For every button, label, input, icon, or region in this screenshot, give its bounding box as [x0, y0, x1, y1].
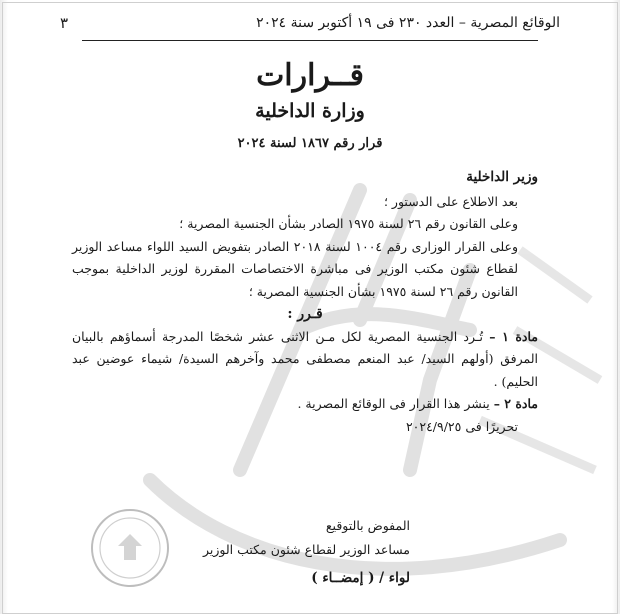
signatory-position: مساعد الوزير لقطاع شئون مكتب الوزير — [202, 542, 410, 557]
decides-heading: قـرر : — [287, 306, 323, 322]
article-label: مادة ٢ – — [493, 396, 538, 411]
decree-title: قرار رقم ١٨٦٧ لسنة ٢٠٢٤ — [237, 136, 383, 151]
minister-heading: وزير الداخلية — [466, 169, 538, 185]
article-label: مادة ١ – — [489, 328, 538, 344]
decree-body — [72, 166, 538, 438]
preamble-line: بعد الاطلاع على الدستور ؛ — [383, 193, 518, 209]
section-title: قــرارات — [256, 58, 364, 93]
preamble-line: وعلى القرار الوزارى رقم ١٠٠٤ لسنة ٢٠١٨ الصادر بتفويض السيد اللواء مساعد الوزير لقطاع شئون مكتب الوزير فى مباشرة الاختصاصات المقررة لوزير الداخلية بموجب القانون رقم ٢٦ لسنة ١٩٧٥ بشأن الجنسية المصرية ؛ — [72, 238, 518, 299]
article-2 — [72, 393, 538, 416]
article-text: تُـرد الجنسية المصرية لكل مـن الاثنى عشر شخصًا المدرجة أسماؤهم بالبيان المرفق (أولهم السيد/ عبد المنعم مصطفى محمد وآخرهم السيدة/ شيماء عوضين عبد الحليم) . — [72, 328, 538, 389]
page-header — [60, 10, 560, 36]
ministry-title: وزارة الداخلية — [255, 100, 365, 122]
header-divider — [82, 40, 538, 41]
article-text: ينشر هذا القرار فى الوقائع المصرية . — [297, 396, 490, 411]
article-1 — [72, 326, 538, 394]
signatory-rank: لواء / ( إمضــاء ) — [311, 570, 410, 586]
publication-info: الوقائع المصرية – العدد ٢٣٠ فى ١٩ أكتوبر سنة ٢٠٢٤ — [256, 15, 560, 31]
preamble-line: وعلى القانون رقم ٢٦ لسنة ١٩٧٥ الصادر بشأن الجنسية المصرية ؛ — [179, 216, 518, 231]
date-line: تحريرًا فى ٢٠٢٤/٩/٢٥ — [405, 418, 518, 434]
delegated-signature: المفوض بالتوقيع — [325, 518, 410, 533]
official-seal — [88, 506, 172, 590]
page-number: ٣ — [60, 14, 69, 32]
